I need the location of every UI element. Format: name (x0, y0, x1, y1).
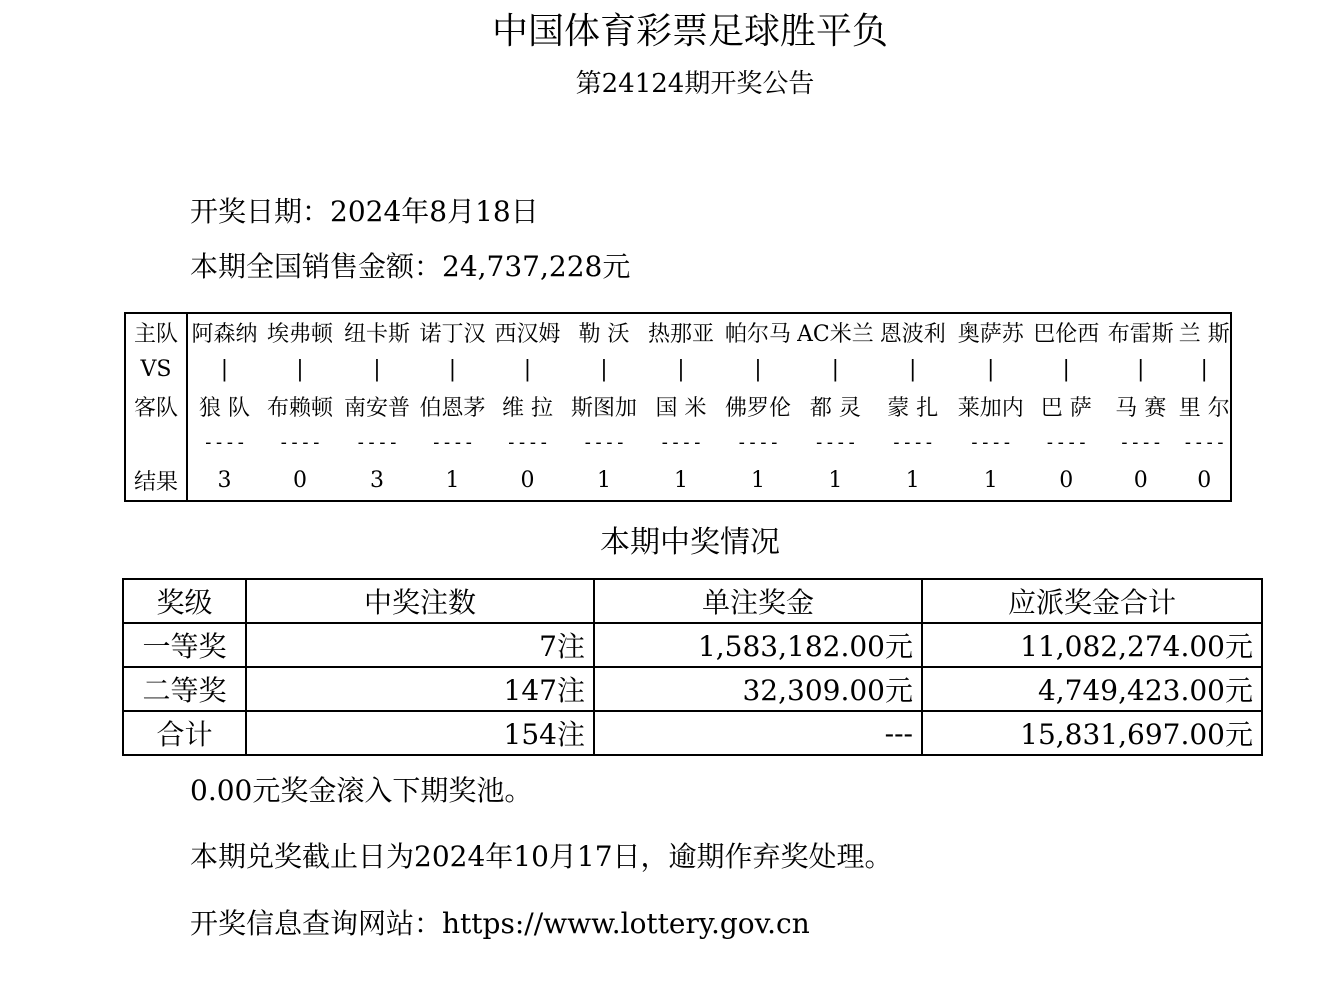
prize-level: 一等奖 (123, 623, 246, 667)
total-prize: 11,082,274.00元 (922, 623, 1262, 667)
away-team: 国 米 (655, 395, 707, 421)
dash-line: ---- (582, 431, 626, 453)
match-result: 1 (751, 467, 765, 493)
dash-line: ---- (278, 431, 322, 453)
vs-separator: | (296, 356, 304, 382)
single-prize: 32,309.00元 (594, 667, 922, 711)
dash-line: ---- (1044, 431, 1088, 453)
away-team: 布赖顿 (266, 395, 333, 421)
away-team: 莱加内 (957, 395, 1024, 421)
dash-line: ---- (659, 431, 703, 453)
vs-separator: | (1062, 356, 1070, 382)
dash-line: ---- (891, 431, 935, 453)
prize-level: 二等奖 (123, 667, 246, 711)
vs-separator: | (754, 356, 762, 382)
vs-separator: | (1200, 356, 1208, 382)
prize-level: 合计 (123, 711, 246, 755)
vs-separator: | (600, 356, 608, 382)
dash-spacer (125, 424, 187, 460)
home-team: 帕尔马 (724, 321, 791, 347)
page-title: 中国体育彩票足球胜平负 (491, 11, 888, 52)
single-prize: --- (594, 711, 922, 755)
website-note: 开奖信息查询网站：https://www.lottery.gov.cn (190, 907, 810, 940)
home-team: 巴伦西 (1033, 321, 1100, 347)
match-result: 0 (1197, 467, 1212, 493)
total-prize: 15,831,697.00元 (922, 711, 1262, 755)
match-result: 0 (1133, 467, 1148, 493)
match-result: 1 (983, 467, 998, 493)
prize-header-row (123, 579, 1262, 623)
deadline-note: 本期兑奖截止日为2024年10月17日，逾期作弃奖处理。 (190, 840, 893, 873)
away-team: 佛罗伦 (724, 395, 791, 421)
single-prize: 1,583,182.00元 (594, 623, 922, 667)
winner-count: 154注 (246, 711, 594, 755)
issue-subtitle: 第24124期开奖公告 (575, 69, 815, 99)
header-level: 奖级 (123, 579, 246, 623)
rollover-note: 0.00元奖金滚入下期奖池。 (190, 774, 533, 807)
dash-line: ---- (969, 431, 1013, 453)
away-team: 马 赛 (1115, 395, 1167, 421)
home-team: 纽卡斯 (343, 321, 410, 347)
prize-section-title: 本期中奖情况 (600, 525, 780, 560)
draw-date: 开奖日期：2024年8月18日 (190, 195, 539, 228)
match-result: 1 (597, 467, 611, 493)
dash-line: ---- (202, 431, 247, 453)
dash-line: ---- (813, 431, 858, 453)
total-prize: 4,749,423.00元 (922, 667, 1262, 711)
away-team: 斯图加 (570, 395, 637, 421)
match-result: 3 (217, 467, 232, 493)
home-team: 勒 沃 (578, 321, 630, 347)
match-result: 0 (520, 467, 535, 493)
away-team: 里 尔 (1178, 395, 1230, 421)
dash-line: ---- (355, 431, 399, 453)
home-team: 埃弗顿 (266, 321, 333, 347)
vs-label: VS (125, 350, 187, 388)
away-label: 客队 (125, 388, 187, 424)
match-result: 1 (905, 467, 920, 493)
header-single: 单注奖金 (594, 579, 922, 623)
away-team: 都 灵 (809, 395, 861, 421)
dash-line: ---- (1119, 431, 1163, 453)
home-team: 热那亚 (647, 321, 714, 347)
away-team: 狼 队 (199, 395, 250, 421)
away-team: 蒙 扎 (887, 395, 939, 421)
home-team: 恩波利 (879, 321, 946, 347)
away-team: 维 拉 (502, 395, 553, 421)
vs-separator: | (909, 356, 917, 382)
dash-line: ---- (736, 431, 780, 453)
winner-count: 7注 (246, 623, 594, 667)
header-count: 中奖注数 (246, 579, 594, 623)
match-result: 0 (293, 467, 307, 493)
home-team: 西汉姆 (494, 321, 561, 347)
match-result: 0 (1059, 467, 1074, 493)
match-result: 3 (370, 467, 384, 493)
table-row (123, 623, 1262, 667)
vs-separator: | (373, 356, 381, 382)
dash-line: ---- (430, 431, 475, 453)
match-result: 1 (445, 467, 460, 493)
away-team: 巴 萨 (1040, 395, 1092, 421)
vs-separator: | (1137, 356, 1145, 382)
table-row (123, 711, 1262, 755)
vs-separator: | (220, 356, 229, 382)
vs-separator: | (523, 356, 532, 382)
home-label: 主队 (125, 313, 187, 350)
dash-line: ---- (1182, 431, 1226, 453)
home-team: 阿森纳 (191, 321, 258, 347)
prize-table (122, 578, 1263, 756)
match-table (124, 312, 1232, 502)
match-result: 1 (828, 467, 843, 493)
table-row (123, 667, 1262, 711)
away-team: 南安普 (343, 395, 410, 421)
home-team: 诺丁汉 (419, 321, 486, 347)
away-team: 伯恩茅 (419, 395, 486, 421)
header-total: 应派奖金合计 (922, 579, 1262, 623)
winner-count: 147注 (246, 667, 594, 711)
home-team: 兰 斯 (1178, 321, 1230, 347)
vs-separator: | (831, 356, 840, 382)
vs-separator: | (677, 356, 685, 382)
dash-line: ---- (505, 431, 550, 453)
match-result: 1 (674, 467, 688, 493)
home-team: 奥萨苏 (957, 321, 1024, 347)
home-team: 布雷斯 (1107, 321, 1174, 347)
vs-separator: | (987, 356, 995, 382)
home-team: AC米兰 (797, 321, 874, 347)
sales-amount: 本期全国销售金额：24,737,228元 (190, 250, 631, 283)
vs-separator: | (448, 356, 457, 382)
result-label: 结果 (125, 460, 187, 501)
